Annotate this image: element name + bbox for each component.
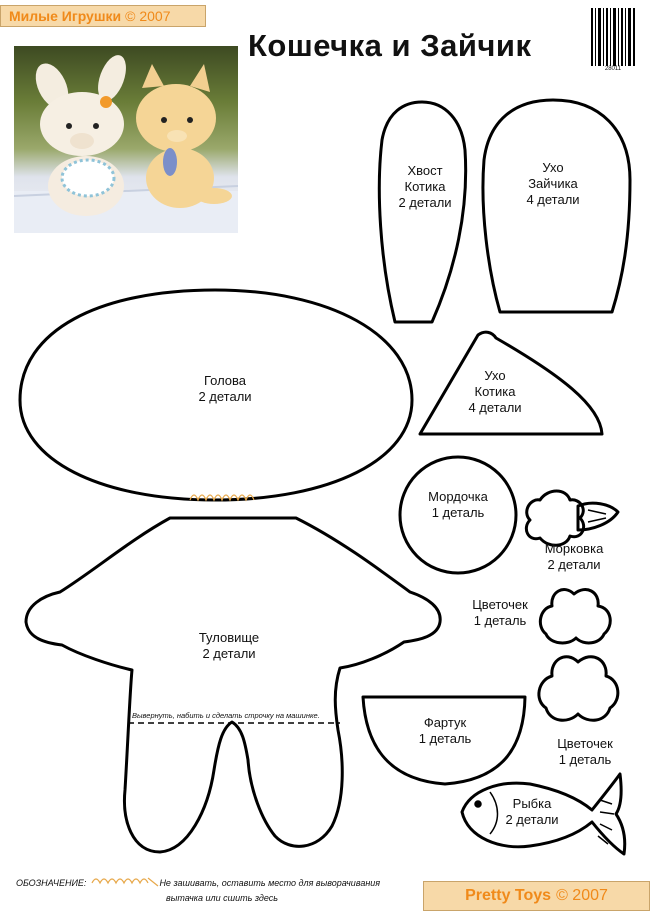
cat-tail-piece [379, 102, 465, 322]
flower1-name: Цветочек [472, 597, 528, 612]
legend-line1 [16, 878, 380, 888]
bunny-ear-count: 4 детали [526, 192, 580, 207]
barcode-number: 28011 [604, 66, 622, 72]
body-name: Туловище [198, 630, 260, 645]
apron-name: Фартук [423, 715, 467, 730]
body-label [189, 630, 269, 662]
brand-footer-badge [423, 881, 650, 911]
fish-eye [475, 801, 481, 807]
fish-name: Рыбка [512, 796, 552, 811]
body-stitch-hint: Вывернуть, набить и сделать строчку на машинке. [132, 711, 320, 720]
cat-tail-owner: Котика [404, 179, 446, 194]
brand-name: Милые Игрушки [9, 8, 122, 24]
cat-ear-name: Ухо [484, 368, 506, 383]
flower1-label [460, 597, 540, 629]
carrot-label [534, 541, 614, 573]
bunny-ear-owner: Зайчика [528, 176, 578, 191]
bunny-ear-label [515, 160, 591, 208]
legend-label: ОБОЗНАЧЕНИЕ: [16, 878, 87, 888]
cat-tail-label [395, 163, 455, 211]
cat-tail-name: Хвост [407, 163, 443, 178]
flower1-count: 1 деталь [473, 613, 527, 628]
head-count: 2 детали [198, 389, 252, 404]
carrot-count: 2 детали [547, 557, 601, 572]
body-piece [26, 518, 440, 852]
muzzle-name: Мордочка [428, 489, 488, 504]
fish-label [492, 796, 572, 828]
carrot-tip-line [588, 510, 606, 522]
legend-text-2: вытачка или сшить здесь [166, 893, 279, 903]
flower2-label [545, 736, 625, 768]
footer-brand-name: Pretty Toys [465, 887, 552, 904]
legend-text-1: Не зашивать, оставить место для выворачивания [159, 878, 381, 888]
muzzle-label [418, 489, 498, 521]
footer-brand-year: © 2007 [556, 887, 608, 904]
fish-count: 2 детали [505, 812, 559, 827]
carrot-piece [526, 491, 583, 545]
cat-ear-label [455, 368, 535, 416]
apron-count: 1 деталь [418, 731, 472, 746]
muzzle-count: 1 деталь [431, 505, 485, 520]
flower2-name: Цветочек [557, 736, 613, 751]
flower2-count: 1 деталь [558, 752, 612, 767]
carrot-name: Морковка [544, 541, 604, 556]
apron-label [405, 715, 485, 747]
flower2-piece [539, 657, 618, 721]
body-count: 2 детали [202, 646, 256, 661]
flower1-piece [540, 590, 610, 643]
head-label [185, 373, 265, 405]
bunny-ear-name: Ухо [542, 160, 564, 175]
brand-year: © 2007 [125, 8, 171, 24]
page-title: Кошечка и Зайчик [248, 28, 532, 63]
head-name: Голова [203, 373, 247, 388]
cat-tail-count: 2 детали [398, 195, 452, 210]
cat-ear-owner: Котика [474, 384, 516, 399]
cat-ear-count: 4 детали [468, 400, 522, 415]
